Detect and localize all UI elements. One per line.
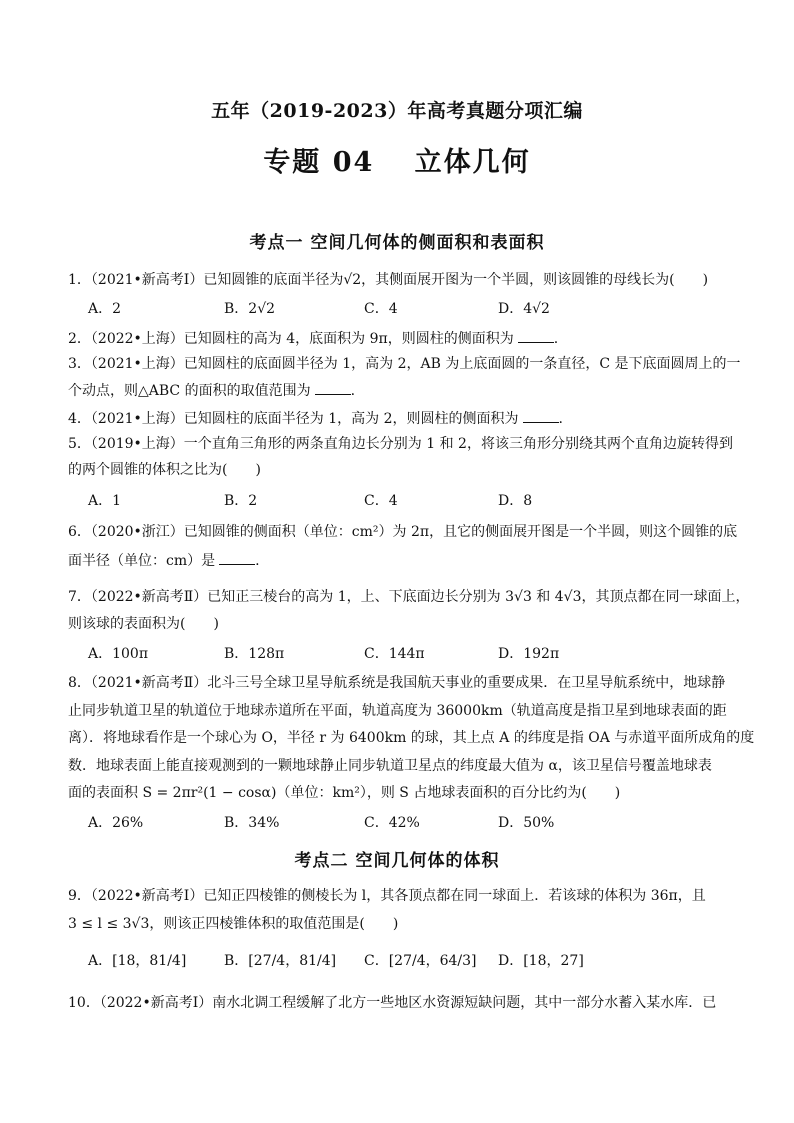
answer-blank bbox=[523, 408, 559, 423]
option-a: A．2 bbox=[88, 301, 122, 317]
question-3-line-2: 个动点，则△ABC 的面积的取值范围为 . bbox=[68, 380, 728, 401]
question-8-line-5: 面的表面积 S = 2πr²(1 − cosα)（单位：km²），则 S 占地球表面积的百分比约为( ) bbox=[68, 785, 621, 801]
option-d: D．4√2 bbox=[498, 301, 550, 317]
answer-blank bbox=[315, 380, 351, 395]
option-c: C．4 bbox=[364, 301, 398, 317]
option-c: C．42% bbox=[364, 815, 420, 831]
question-5-line-2: 的两个圆锥的体积之比为( ) bbox=[68, 462, 261, 478]
section-heading-1: 考点一 空间几何体的侧面积和表面积 bbox=[249, 233, 545, 253]
option-b: B．128π bbox=[224, 646, 285, 662]
option-c: C．4 bbox=[364, 493, 398, 509]
question-5-line-1: 5．（2019•上海）一个直角三角形的两条直角边长分别为 1 和 2，将该三角形分别绕其两个直角边旋转得到 bbox=[68, 436, 733, 452]
answer-blank bbox=[219, 550, 255, 565]
question-4: 4．（2021•上海）已知圆柱的底面半径为 1，高为 2，则圆柱的侧面积为 . bbox=[68, 408, 728, 429]
option-c: C．[27/4，64/3] bbox=[364, 953, 477, 969]
option-d: D．8 bbox=[498, 493, 533, 509]
question-1: 1．（2021•新高考Ⅰ）已知圆锥的底面半径为√2，其侧面展开图为一个半圆，则该圆锥的母线长为( ) bbox=[68, 272, 709, 288]
option-b: B．2√2 bbox=[224, 301, 276, 317]
question-8-line-1: 8．（2021•新高考Ⅱ）北斗三号全球卫星导航系统是我国航天事业的重要成果．在卫星导航系统中，地球静 bbox=[68, 675, 726, 691]
question-7-line-2: 则该球的表面积为( ) bbox=[68, 616, 219, 632]
topic-title: 专题 04 立体几何 bbox=[263, 147, 531, 178]
question-8-line-2: 止同步轨道卫星的轨道位于地球赤道所在平面，轨道高度为 36000km（轨道高度是指卫星到地球表面的距 bbox=[68, 703, 727, 719]
question-6-text: 面半径（单位：cm）是 bbox=[68, 553, 216, 569]
option-b: B．2 bbox=[224, 493, 258, 509]
option-a: A．1 bbox=[88, 493, 122, 509]
question-6-line-2: 面半径（单位：cm）是 . bbox=[68, 550, 728, 571]
question-9-line-2: 3 ≤ l ≤ 3√3，则该正四棱锥体积的取值范围是( ) bbox=[68, 916, 399, 932]
section-heading-2: 考点二 空间几何体的体积 bbox=[294, 851, 500, 871]
question-2: 2．（2022•上海）已知圆柱的高为 4，底面积为 9π，则圆柱的侧面积为 . bbox=[68, 328, 728, 349]
question-2-text: 2．（2022•上海）已知圆柱的高为 4，底面积为 9π，则圆柱的侧面积为 bbox=[68, 331, 514, 347]
question-8-line-3: 离）．将地球看作是一个球心为 O，半径 r 为 6400km 的球，其上点 A 的纬度是指 OA 与赤道平面所成角的度 bbox=[68, 730, 755, 746]
question-7-line-1: 7．（2022•新高考Ⅱ）已知正三棱台的高为 1，上、下底面边长分别为 3√3 和 4√3，其顶点都在同一球面上， bbox=[68, 589, 750, 605]
option-a: A．26% bbox=[88, 815, 144, 831]
question-3-line-1: 3．（2021•上海）已知圆柱的底面圆半径为 1，高为 2，AB 为上底面圆的一条直径，C 是下底面圆周上的一 bbox=[68, 356, 741, 372]
option-a: A．100π bbox=[88, 646, 149, 662]
option-b: B．34% bbox=[224, 815, 280, 831]
option-c: C．144π bbox=[364, 646, 425, 662]
option-d: D．192π bbox=[498, 646, 560, 662]
question-8-line-4: 数．地球表面上能直接观测到的一颗地球静止同步轨道卫星点的纬度最大值为 α，该卫星信号覆盖地球表 bbox=[68, 758, 712, 774]
option-b: B．[27/4，81/4] bbox=[224, 953, 337, 969]
question-3-text: 个动点，则△ABC 的面积的取值范围为 bbox=[68, 383, 311, 399]
question-6-line-1: 6．（2020•浙江）已知圆锥的侧面积（单位：cm²）为 2π，且它的侧面展开图是一个半圆，则这个圆锥的底 bbox=[68, 524, 738, 540]
answer-blank bbox=[518, 328, 554, 343]
question-10-line-1: 10．（2022•新高考Ⅰ）南水北调工程缓解了北方一些地区水资源短缺问题，其中一部分水蓄入某水库．已 bbox=[68, 995, 717, 1011]
option-a: A．[18，81/4] bbox=[88, 953, 187, 969]
document-title: 五年（2019-2023）年高考真题分项汇编 bbox=[211, 100, 583, 122]
question-9-line-1: 9．（2022•新高考Ⅰ）已知正四棱锥的侧棱长为 l，其各顶点都在同一球面上．若该球的体积为 36π，且 bbox=[68, 888, 706, 904]
question-4-text: 4．（2021•上海）已知圆柱的底面半径为 1，高为 2，则圆柱的侧面积为 bbox=[68, 411, 519, 427]
option-d: D．50% bbox=[498, 815, 555, 831]
option-d: D．[18，27] bbox=[498, 953, 584, 969]
